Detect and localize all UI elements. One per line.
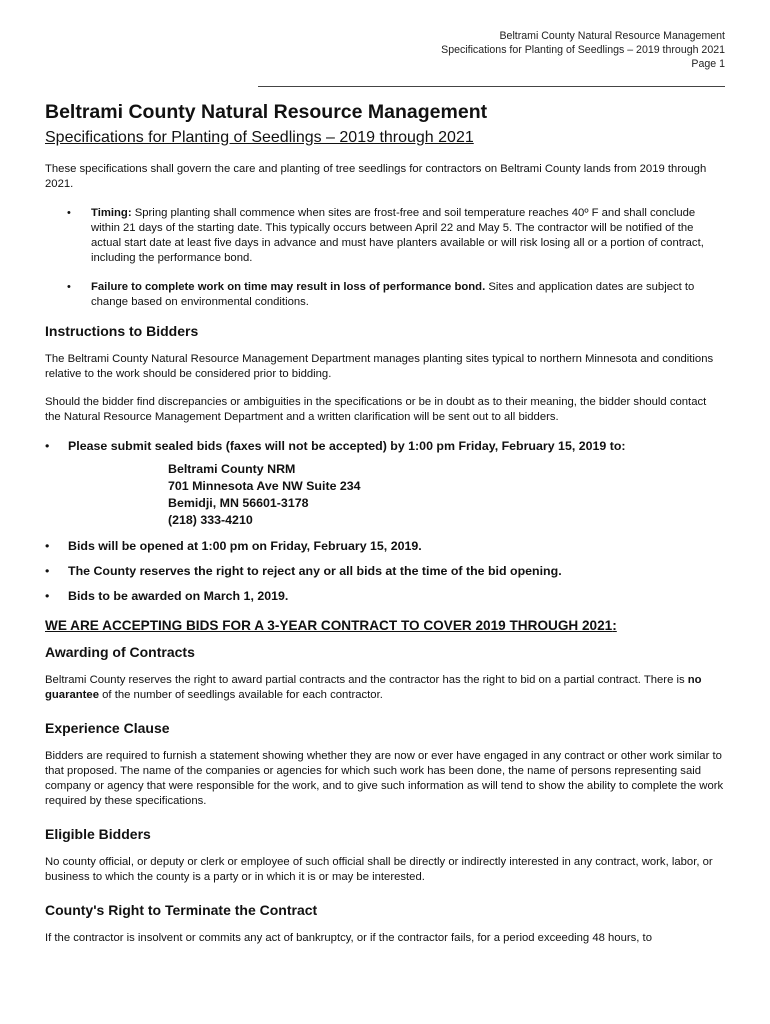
- header-page-number: Page 1: [691, 58, 725, 70]
- address-line: Bemidji, MN 56601-3178: [168, 496, 309, 510]
- eligible-paragraph: No county official, or deputy or clerk or employee of such official shall be directly or indirectly interested in any contract, work, labor, or business to which the county is a party or in which it is or may be interested.: [45, 856, 713, 883]
- accepting-bids-text: WE ARE ACCEPTING BIDS FOR A 3-YEAR CONTRACT TO COVER 2019 THROUGH 2021: [45, 618, 613, 633]
- bullet-text: Spring planting shall commence when sites are frost-free and soil temperature reaches 40º F and shall conclude within 21 days of the starting date. This typically occurs between April 22 and May 5. The contractor will be notified of the actual start date at least five days in advance and must have planters available or will risk losing all or a portion of contract, including the performance bond.: [91, 207, 704, 264]
- awarding-text-end: of the number of seedlings available for each contractor.: [99, 689, 383, 701]
- list-item: [45, 280, 725, 310]
- mailing-address: [168, 461, 725, 529]
- header-line-1: Beltrami County Natural Resource Management: [499, 30, 725, 42]
- list-item: [45, 206, 725, 266]
- header-rule: [258, 86, 725, 87]
- list-item: • The County reserves the right to reject any or all bids at the time of the bid opening.: [45, 564, 725, 579]
- accepting-colon: :: [612, 618, 617, 633]
- document-body: [45, 162, 725, 946]
- bullet-lead: Timing:: [91, 207, 132, 219]
- awarding-paragraph: [45, 673, 725, 703]
- intro-paragraph: These specifications shall govern the care and planting of tree seedlings for contractors on Beltrami County lands from 2019 through 2021.: [45, 163, 707, 190]
- section-heading-terminate: County's Right to Terminate the Contract: [45, 902, 318, 918]
- section-heading-experience: Experience Clause: [45, 720, 170, 736]
- document-subtitle: Specifications for Planting of Seedlings – 2019 through 2021: [45, 129, 474, 146]
- list-item: [45, 439, 725, 529]
- document-title: Beltrami County Natural Resource Management: [45, 101, 488, 123]
- section-heading-awarding: Awarding of Contracts: [45, 644, 195, 660]
- terminate-paragraph: If the contractor is insolvent or commits any act of bankruptcy, or if the contractor fails, for a period exceeding 48 hours, to: [45, 932, 652, 944]
- address-phone: (218) 333-4210: [168, 513, 253, 527]
- experience-paragraph: Bidders are required to furnish a statement showing whether they are now or ever have engaged in any contract or other work similar to that proposed. The name of the companies or agencies for which such work has been done, the name of persons representing said company or agency that were responsible for the work, and to give such information as will tend to show the ability to complete the work required by these specifications.: [45, 750, 724, 807]
- accepting-bids-heading: [45, 618, 725, 633]
- running-header: [441, 29, 725, 71]
- submit-instruction: Please submit sealed bids (faxes will not be accepted) by 1:00 pm Friday, February 15, 2019 to:: [68, 439, 626, 453]
- list-item: • Bids will be opened at 1:00 pm on Friday, February 15, 2019.: [45, 539, 725, 554]
- list-item: • Bids to be awarded on March 1, 2019.: [45, 589, 725, 604]
- bullet-lead: Failure to complete work on time may result in loss of performance bond.: [91, 281, 486, 293]
- bid-list: [45, 439, 725, 604]
- address-line: 701 Minnesota Ave NW Suite 234: [168, 479, 361, 493]
- address-line: Beltrami County NRM: [168, 462, 296, 476]
- instructions-paragraph-2: Should the bidder find discrepancies or ambiguities in the specifications or be in doubt as to their meaning, the bidder should contact the Natural Resource Management Department and a written clarification will be sent out to all bidders.: [45, 396, 707, 423]
- header-line-2: Specifications for Planting of Seedlings – 2019 through 2021: [441, 44, 725, 56]
- section-heading-eligible: Eligible Bidders: [45, 826, 151, 842]
- instructions-paragraph-1: The Beltrami County Natural Resource Management Department manages planting sites typical to northern Minnesota and conditions relative to the work should be considered prior to bidding.: [45, 353, 714, 380]
- bullet-text: Sites and application dates are subject to change based on environmental conditions.: [91, 281, 695, 308]
- timing-list: [45, 206, 725, 310]
- awarding-text: Beltrami County reserves the right to award partial contracts and the contractor has the right to bid on a partial contract. There is: [45, 674, 688, 686]
- section-heading-instructions: Instructions to Bidders: [45, 323, 199, 339]
- awarding-emphasis: no guarantee: [45, 674, 702, 701]
